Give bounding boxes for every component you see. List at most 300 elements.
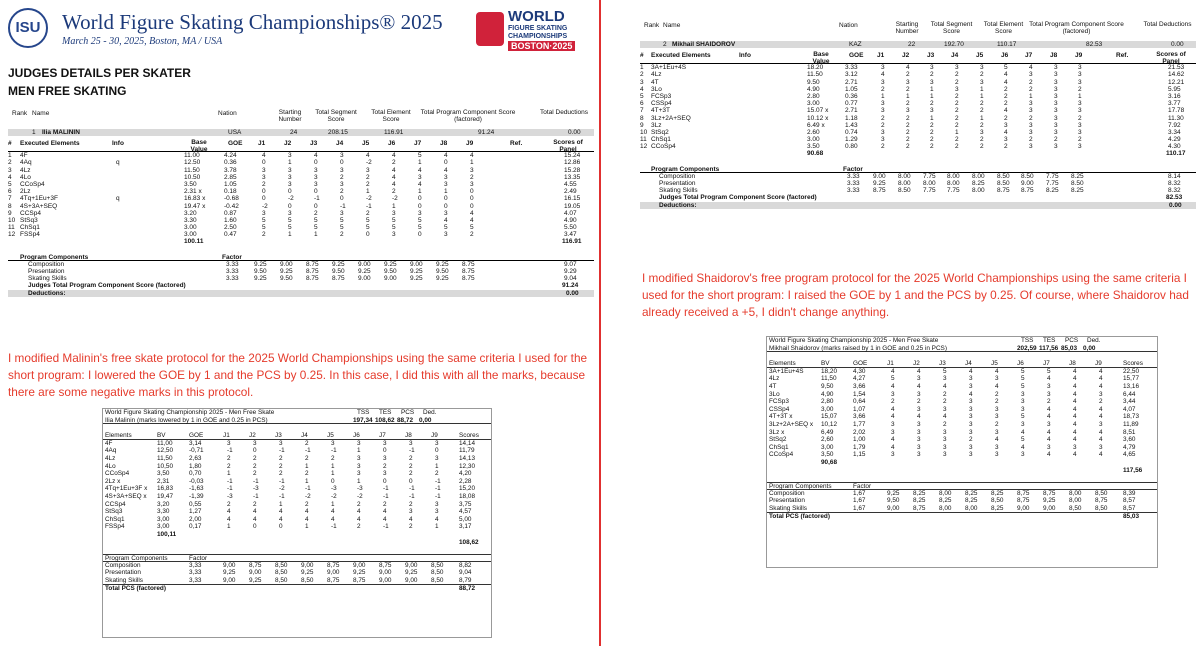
element-judge-5: 2 [366, 173, 370, 181]
component-judge-8: 9.25 [436, 260, 449, 268]
component-judge-2: 8.00 [898, 172, 911, 180]
element-code: ChSq1 [651, 136, 671, 144]
element-score: 14.62 [1168, 71, 1185, 79]
sheet-cell: 4,07 [1123, 405, 1136, 413]
element-judge-2: 2 [906, 128, 910, 136]
element-judge-3: 0 [314, 188, 318, 196]
sheet-cell: 2 [253, 500, 257, 508]
sheet-cell: 2 [331, 454, 335, 462]
sheet-cell: 3,00 [821, 405, 834, 413]
element-judge-2: 0 [288, 188, 292, 196]
component-judge: 8,75 [913, 504, 926, 512]
element-judge-2: 2 [906, 136, 910, 144]
element-judge-1: -2 [262, 202, 268, 210]
element-row [8, 174, 594, 181]
element-score: 21.53 [1168, 64, 1185, 72]
sheet-cell: 0 [383, 447, 387, 455]
sheet-cell: 4 [891, 382, 895, 390]
component-name: Composition [769, 489, 805, 497]
component-judge: 8,50 [1095, 489, 1108, 497]
sheet-col: Elements [105, 432, 132, 440]
sheet-element-row [103, 508, 491, 516]
sheet-cell: 5 [1021, 436, 1025, 444]
component-judge: 9,00 [1017, 504, 1030, 512]
sheet-cell: 1 [331, 462, 335, 470]
element-judge-2: 1 [288, 159, 292, 167]
sheet-cell: 1 [357, 477, 361, 485]
col-ded: Total Deductions [539, 109, 589, 116]
element-judge-2: 5 [288, 216, 292, 224]
element-judge-5: -1 [366, 202, 372, 210]
element-judge-8: 4 [444, 166, 448, 174]
element-judge-9: 0 [470, 195, 474, 203]
element-judge-4: 3 [340, 166, 344, 174]
component-judge-9: 8.75 [462, 260, 475, 268]
logo-line-3: BOSTON·2025 [508, 41, 575, 51]
element-judge-8: 3 [1054, 85, 1058, 93]
sheet-cell: 4,90 [821, 390, 834, 398]
sheet-cell: 4 [1073, 420, 1077, 428]
element-judge-5: 2 [366, 209, 370, 217]
sheet-cell: 4,57 [459, 508, 472, 516]
element-judge-8: 3 [1054, 121, 1058, 129]
sheet-cell: 22,50 [1123, 367, 1139, 375]
element-base: 3.00 [807, 136, 820, 144]
sheet-cell: 0,64 [853, 398, 866, 406]
element-judge-4: 0 [340, 195, 344, 203]
sheet-cell: 4 [891, 413, 895, 421]
sheet-cell: 4 [357, 515, 361, 523]
logo-line-1: WORLD [508, 8, 565, 25]
col-panel: Scores of Panel [1156, 51, 1186, 65]
sheet-cell: 3 [1021, 420, 1025, 428]
element-judge-5: 0 [366, 231, 370, 239]
element-judge-9: 3 [1078, 128, 1082, 136]
element-code: 4Lz [651, 71, 662, 79]
sheet-col: J9 [1095, 360, 1102, 368]
element-judge-1: 3 [881, 128, 885, 136]
element-judge-8: 3 [1054, 128, 1058, 136]
sheet-element-row [103, 516, 491, 524]
element-judge-9: 1 [1078, 92, 1082, 100]
sheet-cell: -1 [383, 485, 389, 493]
element-judge-8: 0 [444, 159, 448, 167]
component-name: Skating Skills [105, 576, 144, 584]
element-goe: 1.60 [224, 216, 237, 224]
element-judge-6: 2 [1004, 143, 1008, 151]
element-row [8, 167, 594, 174]
pc-header: Program Components [105, 555, 168, 563]
sheet-col: J1 [887, 360, 894, 368]
element-judge-1: 5 [262, 224, 266, 232]
element-judge-9: 2 [1078, 114, 1082, 122]
sheet-cell: 4 [227, 508, 231, 516]
element-judge-5: 3 [980, 128, 984, 136]
event-header [6, 4, 592, 52]
element-judge-5: 2 [980, 100, 984, 108]
element-code: 4T+3T [651, 107, 670, 115]
element-goe: 3.12 [845, 71, 858, 79]
component-factor: 3,33 [189, 576, 202, 584]
component-judge-6: 9.00 [384, 275, 397, 283]
element-judge-1: 4 [881, 71, 885, 79]
explanation-note: I modified Malinin's free skate protocol for the 2025 World Championships using the same criteria I used for the short program: I lowered the GOE by 1 and the PCS by 0.25. In this case, I did this with all the marks, because there are some negative marks in this protocol. [8, 351, 588, 399]
sheet-cell: 13,16 [1123, 382, 1139, 390]
sheet-cell: 2 [1047, 398, 1051, 406]
sheet-cell: -1 [331, 447, 337, 455]
logo-line-2: FIGURE SKATING CHAMPIONSHIPS [508, 25, 568, 40]
component-judge: 9,00 [887, 504, 900, 512]
element-code: 4Aq [20, 159, 32, 167]
element-score: 4.55 [564, 180, 577, 188]
col-judge-5: J5 [362, 140, 370, 148]
component-judge-3: 8.75 [306, 268, 319, 275]
sheet-cell: 2 [305, 454, 309, 462]
sheet-cell: 2 [357, 523, 361, 531]
pcs-value: 85,03 [1123, 513, 1139, 521]
sheet-cell: 4 [1047, 428, 1051, 436]
element-judge-4: 2 [955, 114, 959, 122]
element-judge-3: 2 [930, 71, 934, 79]
sheet-col: J2 [913, 360, 920, 368]
component-judge: 8,25 [913, 489, 926, 497]
element-code: FCSp3 [651, 92, 672, 100]
skater-tes: 110.17 [997, 41, 1017, 48]
deductions-label: Deductions: [659, 201, 697, 209]
component-judge-8: 9.25 [436, 275, 449, 283]
element-base: 3.00 [184, 231, 197, 239]
sheet-cell: 3 [1047, 390, 1051, 398]
sheet-cell: 4 [917, 382, 921, 390]
element-score: 3.34 [1168, 128, 1181, 136]
element-judge-7: 3 [1029, 71, 1033, 79]
right-panel [602, 0, 1200, 646]
col-info: Info [739, 52, 751, 60]
element-judge-8: 3 [1054, 107, 1058, 115]
component-judge: 8,50 [991, 497, 1004, 505]
sheet-cell: 5 [1021, 375, 1025, 383]
element-row [640, 79, 1196, 86]
sheet-cell: StSq3 [105, 508, 123, 516]
sheet-cell: 4 [1021, 428, 1025, 436]
element-goe: 4.24 [224, 152, 237, 160]
sheet-cell: 2 [435, 470, 439, 478]
element-judge-5: 2 [980, 136, 984, 144]
sheet-cell: 2 [943, 398, 947, 406]
sheet-col: J6 [353, 432, 360, 440]
component-judge-8: 7.75 [1046, 172, 1059, 180]
element-row [640, 136, 1196, 143]
sheet-col: GOE [853, 360, 868, 368]
sheet-cell: 3 [969, 443, 973, 451]
sheet-cell: 2,31 [157, 477, 170, 485]
element-judge-6: 4 [392, 152, 396, 160]
sheet-col: Scores [459, 432, 479, 440]
element-score: 3.47 [564, 231, 577, 239]
sheet-cell: -1 [435, 485, 441, 493]
element-judge-7: 3 [1029, 100, 1033, 108]
sheet-col: BV [821, 360, 830, 368]
sheet-cell: 3 [383, 454, 387, 462]
element-index: 1 [8, 152, 12, 160]
element-judge-6: 4 [1004, 107, 1008, 115]
element-index: 8 [640, 114, 644, 122]
element-judge-6: 4 [392, 180, 396, 188]
element-code: CCSp4 [20, 209, 41, 217]
component-score: 8.32 [1168, 187, 1181, 195]
sheet-col: J1 [223, 432, 230, 440]
component-judge: 9,00 [379, 569, 392, 577]
element-goe: 2.71 [845, 107, 858, 115]
sheet-cell: 4 [1099, 436, 1103, 444]
element-index: 2 [8, 159, 12, 167]
element-judge-7: 5 [418, 216, 422, 224]
component-judge-9: 8.25 [1071, 187, 1084, 195]
component-name: Presentation [769, 497, 805, 505]
sheet-element-row [103, 485, 491, 493]
components-header-row [640, 166, 1196, 173]
sheet-cell: 3 [383, 470, 387, 478]
sheet-col: GOE [189, 432, 204, 440]
sheet-cell: 8,51 [1123, 428, 1136, 436]
element-judge-8: 3 [444, 180, 448, 188]
component-factor: 1,67 [853, 504, 866, 512]
element-code: FSSp4 [20, 231, 40, 239]
component-judge-7: 9.25 [410, 268, 423, 275]
element-judge-8: 0 [444, 202, 448, 210]
element-base: 12.50 [184, 159, 201, 167]
element-judge-3: 5 [314, 216, 318, 224]
sheet-cell: 3 [995, 451, 999, 459]
sheet-cell: 3,50 [157, 470, 170, 478]
sheet-cell: 3 [331, 439, 335, 447]
sheet-title: World Figure Skating Championship 2025 - Men Free Skate [105, 409, 275, 416]
element-judge-7: 4 [418, 166, 422, 174]
col-judge-9: J9 [466, 140, 474, 148]
sheet-cell: 3 [943, 375, 947, 383]
element-judge-1: 3 [881, 64, 885, 72]
element-index: 8 [8, 202, 12, 210]
element-judge-5: 1 [980, 85, 984, 93]
col-index: # [8, 140, 12, 148]
component-judge: 9,00 [1043, 504, 1056, 512]
element-index: 3 [8, 166, 12, 174]
sheet-cell: 2 [891, 398, 895, 406]
component-judge: 9,25 [887, 489, 900, 497]
element-judge-1: 0 [262, 188, 266, 196]
col-nation: Nation [218, 110, 237, 117]
element-judge-1: 0 [262, 159, 266, 167]
sheet-element-row [767, 398, 1157, 406]
skater-name: Ilia MALININ [42, 129, 80, 136]
element-judge-8: 4 [444, 152, 448, 160]
sheet-cell: 2 [409, 462, 413, 470]
element-judge-8: 1 [444, 188, 448, 196]
element-judge-4: 2 [955, 121, 959, 129]
sheet-element-row [767, 444, 1157, 452]
col-judge-1: J1 [877, 52, 885, 60]
sheet-cell: -1 [227, 477, 233, 485]
element-score: 15.28 [564, 166, 581, 174]
component-judge-1: 9.25 [254, 260, 267, 268]
element-base: 18.20 [807, 64, 824, 72]
col-judge-5: J5 [976, 52, 984, 60]
factor-header: Factor [853, 483, 872, 491]
component-judge: 8,75 [353, 576, 366, 584]
sheet-cell: 3,75 [459, 500, 472, 508]
component-judge: 8,25 [965, 489, 978, 497]
sheet-cell: 2 [253, 470, 257, 478]
element-judge-2: 3 [288, 209, 292, 217]
col-elements: Executed Elements [651, 52, 711, 60]
element-judge-7: 2 [1029, 78, 1033, 86]
element-base: 2.80 [807, 92, 820, 100]
element-base: 10.12 x [807, 114, 829, 122]
element-goe: 2.71 [845, 78, 858, 86]
sheet-cell: -1 [253, 492, 259, 500]
col-name: Name [663, 22, 681, 29]
element-judge-3: 3 [314, 180, 318, 188]
summary-value: 88,72 [397, 416, 413, 424]
summary-value: 117,56 [1039, 344, 1059, 352]
sheet-cell: 11,00 [157, 439, 173, 447]
element-judge-3: 1 [930, 92, 934, 100]
sheet-bv-total-row [767, 459, 1157, 467]
segment-title: MEN FREE SKATING [8, 84, 127, 98]
element-judge-3: 2 [930, 136, 934, 144]
sheet-cell: 15,77 [1123, 375, 1139, 383]
element-judge-9: 1 [470, 159, 474, 167]
skater-start: 24 [290, 129, 298, 136]
sheet-cell: 3,00 [157, 515, 170, 523]
sheet-title: World Figure Skating Championship 2025 - Men Free Skate [769, 337, 939, 344]
component-judge-6: 9.50 [384, 268, 397, 275]
summary-value: 108,62 [375, 416, 395, 424]
element-judge-4: 5 [340, 224, 344, 232]
sheet-cell: 4 [1047, 413, 1051, 421]
element-judge-4: 3 [340, 152, 344, 160]
element-judge-4: 2 [955, 136, 959, 144]
sheet-element-row [767, 451, 1157, 459]
sheet-cell: 3 [253, 439, 257, 447]
element-score: 3.16 [1168, 92, 1181, 100]
sheet-cell: -2 [305, 492, 311, 500]
sheet-subtitle-row [103, 417, 491, 425]
component-judge: 8,00 [965, 504, 978, 512]
tes-total: 108,62 [459, 538, 479, 546]
element-row [8, 152, 594, 159]
component-judge: 8,25 [991, 489, 1004, 497]
sheet-cell: 4 [1073, 367, 1077, 375]
element-judge-2: 2 [906, 143, 910, 151]
element-judge-8: 3 [444, 231, 448, 239]
factor-header: Factor [189, 555, 208, 563]
sheet-cell: 4 [435, 515, 439, 523]
sheet-spacer [103, 424, 491, 432]
element-judge-1: 3 [262, 209, 266, 217]
sheet-cell: 4S+3A+SEQ x [105, 492, 147, 500]
component-judge: 8,50 [431, 569, 444, 577]
col-base: Base Value [190, 139, 208, 153]
col-base: Base Value [812, 51, 830, 65]
sheet-cell: 3,44 [1123, 398, 1136, 406]
sheet-cell: 11,79 [459, 447, 475, 455]
sheet-cell: 2 [995, 398, 999, 406]
element-judge-2: 3 [288, 173, 292, 181]
sheet-cell: 2,02 [853, 428, 866, 436]
element-judge-1: 2 [881, 143, 885, 151]
sheet-cell: -1 [409, 485, 415, 493]
sheet-cell: 3 [917, 451, 921, 459]
component-judge: 8,75 [327, 561, 340, 569]
sheet-cell: 2 [1099, 398, 1103, 406]
sheet-element-row [767, 421, 1157, 429]
element-index: 9 [8, 209, 12, 217]
component-judge: 9,00 [353, 561, 366, 569]
sheet-cell: 3 [917, 390, 921, 398]
element-base: 3.20 [184, 209, 197, 217]
summary-label: PCS [1065, 337, 1079, 344]
sheet-cell: CCoSp4 [105, 470, 130, 478]
element-row [640, 64, 1196, 71]
sheet-cell: 11,50 [157, 454, 173, 462]
sheet-cell: 1,79 [853, 443, 866, 451]
element-index: 4 [8, 173, 12, 181]
element-judge-9: 3 [1078, 107, 1082, 115]
element-judge-6: 4 [392, 166, 396, 174]
element-judge-3: 1 [930, 114, 934, 122]
sheet-cell: 2 [279, 454, 283, 462]
sheet-pc-header [767, 482, 1157, 490]
element-judge-8: 3 [1054, 92, 1058, 100]
component-judge: 9,00 [249, 569, 262, 577]
component-judge-2: 8.00 [898, 180, 911, 187]
summary-value: 85,03 [1061, 344, 1077, 352]
sheet-cell: 4 [943, 382, 947, 390]
sheet-cell: 2,63 [189, 454, 202, 462]
element-judge-6: 3 [392, 209, 396, 217]
component-factor: 3.33 [226, 275, 239, 283]
element-judge-4: 5 [340, 216, 344, 224]
element-base: 15.07 x [807, 107, 829, 115]
element-goe: 0.47 [224, 231, 237, 239]
sheet-cell: 3 [891, 428, 895, 436]
element-score: 5.95 [1168, 85, 1181, 93]
component-judge: 8,50 [275, 576, 288, 584]
element-judge-1: 2 [881, 121, 885, 129]
component-factor: 3.33 [847, 187, 860, 195]
sheet-cell: 4 [1073, 428, 1077, 436]
sheet-cell: 2 [917, 398, 921, 406]
pcs-total-label: Judges Total Program Component Score (factored) [28, 282, 186, 290]
element-judge-9: 2 [470, 231, 474, 239]
event-title: World Figure Skating Championships® 2025 [62, 10, 443, 34]
element-judge-2: 4 [906, 64, 910, 72]
sheet-cell: 3A+1Eu+4S [769, 367, 804, 375]
element-index: 4 [640, 85, 644, 93]
summary-value: 197,34 [353, 416, 373, 424]
component-judge-3: 7.75 [923, 187, 936, 195]
sheet-cell: 0 [331, 477, 335, 485]
component-judge: 9,25 [223, 569, 236, 577]
sheet-element-row [767, 436, 1157, 444]
sheet-cell: 3 [1099, 420, 1103, 428]
tes-total: 117,56 [1123, 466, 1143, 474]
sheet-cell: 5 [1021, 367, 1025, 375]
element-judge-3: 0 [314, 202, 318, 210]
component-judge-2: 9.00 [280, 260, 293, 268]
component-judge-7: 8.50 [1021, 172, 1034, 180]
